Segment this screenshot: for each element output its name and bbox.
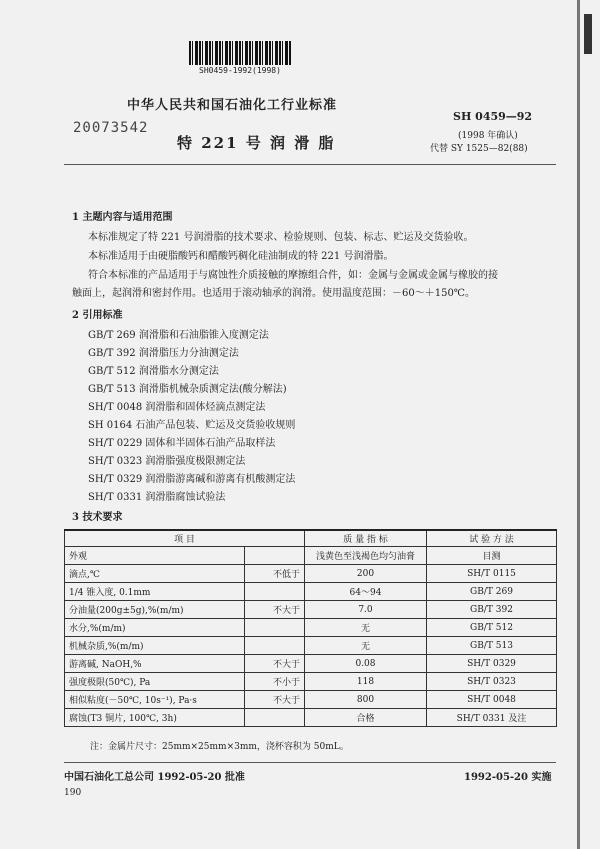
barcode-text: SH0459-1992(1998): [199, 66, 281, 75]
item-cell: 机械杂质,%(m/m): [65, 637, 245, 655]
table-row: [65, 637, 557, 655]
quality-value-cell: 无: [305, 619, 427, 637]
qualifier-cell: 不大于: [245, 601, 305, 619]
quality-value-cell: 200: [305, 565, 427, 583]
qualifier-cell: [245, 619, 305, 637]
table-row: [65, 673, 557, 691]
item-cell: 相似粘度(－50℃, 10s⁻¹), Pa·s: [65, 691, 245, 709]
replaces-standard: 代替 SY 1525—82(88): [430, 144, 528, 154]
column-header-item: 项 目: [65, 530, 305, 547]
test-method-cell: SH/T 0115: [427, 565, 557, 583]
table-row: [65, 655, 557, 673]
header-rule: [64, 164, 556, 165]
section-1-paragraph-3b: 触面上，起润滑和密封作用。也适用于滚动轴承的润滑。使用温度范围：－60～＋150℃。: [72, 288, 475, 299]
section-1-heading: 1 主题内容与适用范围: [72, 212, 173, 223]
page-edge-mark: [584, 14, 592, 54]
qualifier-cell: [245, 583, 305, 601]
test-method-cell: GB/T 512: [427, 619, 557, 637]
reference-item: SH/T 0048 润滑脂和固体烃滴点测定法: [88, 402, 266, 413]
test-method-cell: GB/T 269: [427, 583, 557, 601]
section-1-paragraph-1: 本标准规定了特 221 号润滑脂的技术要求、检验规则、包装、标志、贮运及交货验收。: [88, 232, 474, 243]
technical-requirements-table: [64, 529, 557, 727]
effective-date: 1992-05-20 实施: [464, 772, 552, 783]
test-method-cell: GB/T 513: [427, 637, 557, 655]
qualifier-cell: [245, 709, 305, 727]
reference-item: SH 0164 石油产品包装、贮运及交货验收规则: [88, 420, 296, 431]
item-cell: 强度极限(50℃), Pa: [65, 673, 245, 691]
footer-rule: [64, 762, 556, 763]
test-method-cell: 目测: [427, 547, 557, 565]
reference-item: SH/T 0323 润滑脂强度极限测定法: [88, 456, 246, 467]
qualifier-cell: 不大于: [245, 691, 305, 709]
table-note: 注：金属片尺寸：25mm×25mm×3mm，浇杯容积为 50mL。: [90, 742, 349, 752]
qualifier-cell: [245, 547, 305, 565]
section-2-heading: 2 引用标准: [72, 310, 123, 321]
quality-value-cell: 64～94: [305, 583, 427, 601]
page-edge-line: [577, 0, 580, 849]
item-cell: 外观: [65, 547, 245, 565]
column-header-quality: 质 量 指 标: [305, 530, 427, 547]
section-1-paragraph-2: 本标准适用于由硬脂酸钙和醋酸钙稠化硅油制成的特 221 号润滑脂。: [88, 251, 394, 262]
table-row: [65, 709, 557, 727]
standard-number: SH 0459—92: [453, 110, 533, 123]
quality-value-cell: 118: [305, 673, 427, 691]
reference-item: GB/T 269 润滑脂和石油脂锥入度测定法: [88, 330, 269, 341]
section-3-heading: 3 技术要求: [72, 512, 123, 523]
reference-item: SH/T 0229 固体和半固体石油产品取样法: [88, 438, 276, 449]
item-cell: 腐蚀(T3 铜片, 100℃, 3h): [65, 709, 245, 727]
quality-value-cell: 7.0: [305, 601, 427, 619]
test-method-cell: SH/T 0323: [427, 673, 557, 691]
qualifier-cell: 不小于: [245, 673, 305, 691]
quality-value-cell: 无: [305, 637, 427, 655]
item-cell: 游离碱, NaOH,%: [65, 655, 245, 673]
reference-item: GB/T 513 润滑脂机械杂质测定法(酸分解法): [88, 384, 287, 395]
quality-value-cell: 0.08: [305, 655, 427, 673]
item-cell: 水分,%(m/m): [65, 619, 245, 637]
qualifier-cell: [245, 637, 305, 655]
page-number: 190: [64, 788, 82, 798]
table-row: [65, 565, 557, 583]
table-header-row: [65, 530, 557, 547]
document-title: 特 221 号 润 滑 脂: [177, 134, 336, 152]
table-row: [65, 619, 557, 637]
confirmation-year: (1998 年确认): [458, 131, 518, 141]
qualifier-cell: 不低于: [245, 565, 305, 583]
archive-stamp: 20073542: [73, 120, 149, 136]
approval-line: 中国石油化工总公司 1992-05-20 批准: [64, 772, 245, 783]
table-row: [65, 547, 557, 565]
quality-value-cell: 合格: [305, 709, 427, 727]
table-row: [65, 691, 557, 709]
qualifier-cell: 不大于: [245, 655, 305, 673]
barcode: [189, 41, 292, 65]
issuing-organization: 中华人民共和国石油化工行业标准: [127, 98, 338, 113]
reference-item: SH/T 0331 润滑脂腐蚀试验法: [88, 492, 226, 503]
reference-item: GB/T 392 润滑脂压力分油测定法: [88, 348, 239, 359]
quality-value-cell: 浅黄色至浅褐色均匀油膏: [305, 547, 427, 565]
section-1-paragraph-3a: 符合本标准的产品适用于与腐蚀性介质接触的摩擦组合件，如：金属与金属或金属与橡胶的接: [88, 270, 498, 281]
item-cell: 1/4 锥入度, 0.1mm: [65, 583, 245, 601]
table-row: [65, 583, 557, 601]
test-method-cell: GB/T 392: [427, 601, 557, 619]
reference-item: SH/T 0329 润滑脂游离碱和游离有机酸测定法: [88, 474, 296, 485]
test-method-cell: SH/T 0048: [427, 691, 557, 709]
item-cell: 分油量(200g±5g),%(m/m): [65, 601, 245, 619]
column-header-method: 试 验 方 法: [427, 530, 557, 547]
reference-item: GB/T 512 润滑脂水分测定法: [88, 366, 219, 377]
table-row: [65, 601, 557, 619]
item-cell: 滴点,℃: [65, 565, 245, 583]
quality-value-cell: 800: [305, 691, 427, 709]
test-method-cell: SH/T 0331 及注: [427, 709, 557, 727]
test-method-cell: SH/T 0329: [427, 655, 557, 673]
